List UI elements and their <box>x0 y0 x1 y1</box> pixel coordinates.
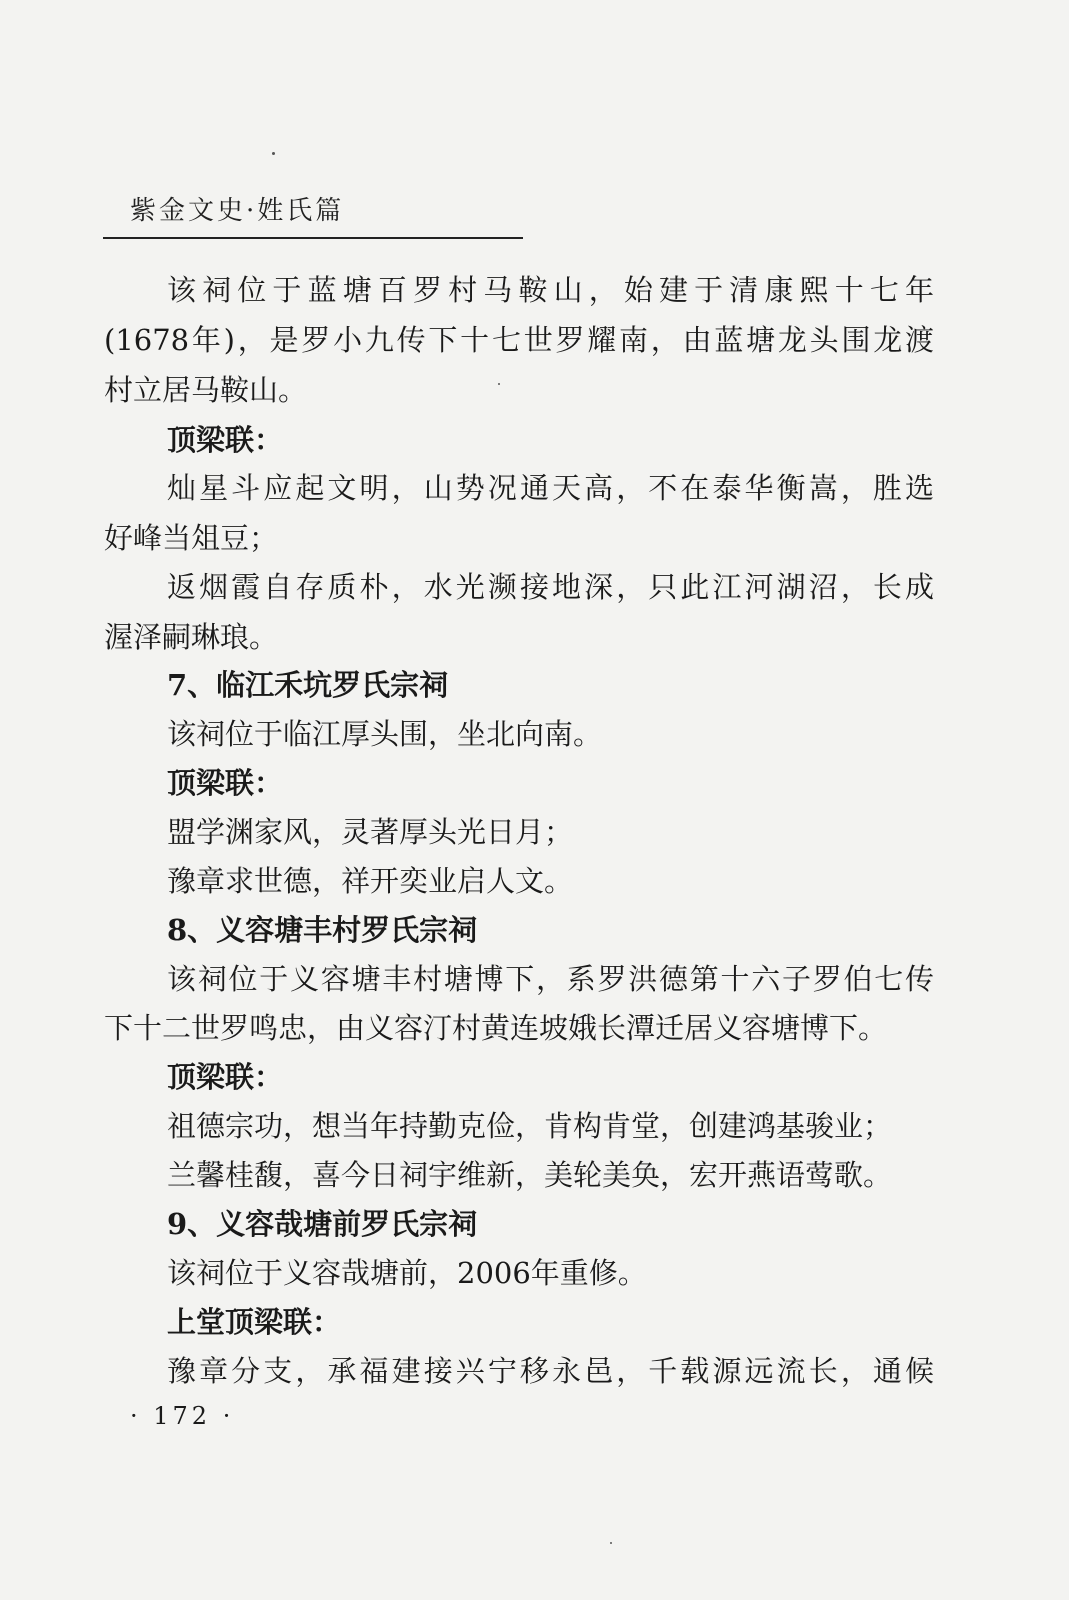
couplet-line: 盟学渊家风，灵著厚头光日月； <box>167 815 574 849</box>
section-heading: 9、义容哉塘前罗氏宗祠 <box>167 1207 478 1241</box>
running-head: 紫金文史·姓氏篇 <box>130 196 345 226</box>
couplet-heading: 顶梁联： <box>167 766 284 800</box>
paragraph-line: (1678年)，是罗小九传下十七世罗耀南，由蓝塘龙头围龙渡 <box>104 323 934 357</box>
couplet-line: 豫章分支，承福建接兴宁移永邑，千载源远流长，通候 <box>167 1354 934 1388</box>
couplet-line: 豫章求世德，祥开奕业启人文。 <box>167 864 574 898</box>
couplet-line: 兰馨桂馥，喜今日祠宇维新，美轮美奂，宏开燕语莺歌。 <box>167 1158 893 1192</box>
scan-speck <box>610 1542 612 1544</box>
header-rule <box>103 237 523 239</box>
scan-speck <box>498 383 500 385</box>
couplet-heading: 顶梁联： <box>167 1060 284 1094</box>
paragraph-line: 该祠位于义容哉塘前，2006年重修。 <box>167 1256 647 1290</box>
page-number: · 172 · <box>130 1402 235 1430</box>
paragraph-line: 该祠位于临江厚头围，坐北向南。 <box>167 717 603 751</box>
section-heading: 7、临江禾坑罗氏宗祠 <box>167 668 449 702</box>
paragraph-line: 该祠位于义容塘丰村塘博下，系罗洪德第十六子罗伯七传 <box>167 962 934 996</box>
scan-speck <box>272 152 275 155</box>
paragraph-line: 该祠位于蓝塘百罗村马鞍山，始建于清康熙十七年 <box>167 273 934 307</box>
couplet-line: 祖德宗功，想当年持勤克俭，肯构肯堂，创建鸿基骏业； <box>167 1109 893 1143</box>
couplet-line: 好峰当俎豆； <box>104 521 279 555</box>
couplet-line: 返烟霞自存质朴，水光濒接地深，只此江河湖沼，长成 <box>167 570 934 604</box>
couplet-heading: 顶梁联： <box>167 423 284 457</box>
couplet-heading: 上堂顶梁联： <box>167 1305 342 1339</box>
section-heading: 8、义容塘丰村罗氏宗祠 <box>167 913 478 947</box>
couplet-line: 渥泽嗣琳琅。 <box>104 620 279 654</box>
paragraph-line: 下十二世罗鸣忠，由义容汀村黄连坡娥长潭迁居义容塘博下。 <box>104 1011 888 1045</box>
couplet-line: 灿星斗应起文明，山势况通天高，不在泰华衡嵩，胜选 <box>167 471 934 505</box>
paragraph-line: 村立居马鞍山。 <box>104 373 308 407</box>
